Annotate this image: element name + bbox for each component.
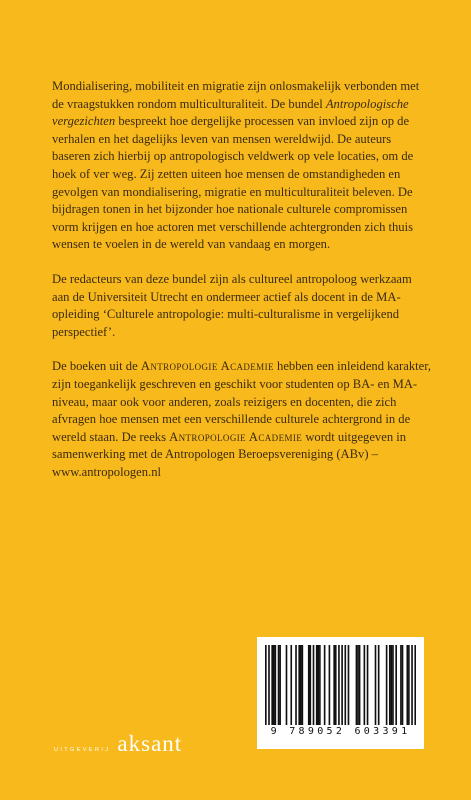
- barcode-bar: [338, 645, 340, 725]
- barcode-bar: [317, 645, 319, 725]
- barcode-bar: [300, 645, 302, 725]
- barcode-bar: [357, 645, 359, 725]
- barcode-bar: [344, 645, 346, 725]
- barcode-bar: [308, 645, 310, 725]
- barcode-bar: [324, 645, 326, 725]
- barcode-bar: [319, 645, 321, 725]
- paragraph-2-text: De redacteurs van deze bundel zijn als cultureel antropoloog werkzaam aan de Universiteit Utrecht en ondermeer actief als docent in de MA-opleiding ‘Culturele antropologie: multi-culturalisme in vergelijkend perspectief’.: [52, 271, 412, 339]
- barcode-bar: [310, 645, 312, 725]
- barcode-bar: [411, 645, 413, 725]
- barcode-bar: [335, 645, 337, 725]
- paragraph-3-text-start: De boeken uit de: [52, 359, 141, 374]
- barcode-bar: [378, 645, 380, 725]
- barcode-bar: [392, 645, 394, 725]
- barcode-bar: [298, 645, 300, 725]
- barcode-bar: [290, 645, 292, 725]
- barcode: [257, 637, 424, 749]
- barcode-bar: [278, 645, 280, 725]
- blurb-paragraph-1: [52, 78, 432, 254]
- barcode-bars: [265, 645, 416, 725]
- barcode-bar: [302, 645, 304, 725]
- barcode-bar: [316, 645, 318, 725]
- barcode-bar: [386, 645, 388, 725]
- publisher-prefix: UITGEVERIJ: [54, 747, 111, 753]
- barcode-bar: [275, 645, 277, 725]
- paragraph-1-text-end: bespreekt hoe dergelijke processen van invloed zijn op de verhalen en het dagelijks leven van mensen wereldwijd. De auteurs baseren zich hierbij op antropologisch veldwerk op vele locaties, om de hoek of ver weg. Zij zetten uiteen hoe mensen de omstandigheden en gevolgen van mondialisering, migratie en multiculturaliteit beleven. De bijdragen tonen in het bijzonder hoe nationale culturele compromissen vorm krijgen en hoe actoren met verschillende achtergronden zich thuis wensen te voelen in de wereld van vandaag en morgen.: [52, 114, 414, 252]
- book-title-italic: Antropologische vergezichten: [52, 96, 409, 129]
- barcode-bar: [329, 645, 331, 725]
- blurb-paragraph-2: [52, 271, 432, 341]
- barcode-bar: [414, 645, 416, 725]
- barcode-bar: [389, 645, 391, 725]
- barcode-bar: [391, 645, 393, 725]
- series-name-repeat: Antropologie Academie: [169, 429, 303, 444]
- barcode-bar: [273, 645, 275, 725]
- series-name: Antropologie Academie: [140, 359, 274, 374]
- paragraph-1-text-start: Mondialisering, mobiliteit en migratie zijn onlosmakelijk verbonden met de vraagstukken rondom multiculturaliteit. De bundel: [52, 79, 420, 111]
- barcode-bar: [286, 645, 288, 725]
- barcode-bar: [364, 645, 366, 725]
- barcode-bar: [265, 645, 267, 725]
- barcode-bar: [333, 645, 335, 725]
- barcode-bar: [341, 645, 343, 725]
- barcode-bar: [271, 645, 273, 725]
- publisher-logo: [54, 731, 182, 757]
- isbn-digits: 9 789052 603391: [270, 726, 411, 737]
- barcode-bar: [367, 645, 369, 725]
- barcode-bar: [268, 645, 270, 725]
- paragraph-3-text-middle: hebben een inleidend karakter, zijn toegankelijk geschreven en geschikt voor studenten op BA- en MA-niveau, maar ook voor anderen, zoals reizigers en docenten, die zich afvragen hoe mensen met een verschillende culturele achtergrond in de wereld staan. De reeks: [52, 359, 432, 444]
- barcode-bar: [359, 645, 361, 725]
- barcode-bar: [356, 645, 358, 725]
- barcode-bar: [400, 645, 402, 725]
- barcode-bar: [408, 645, 410, 725]
- barcode-bar: [375, 645, 377, 725]
- barcode-bar: [406, 645, 408, 725]
- barcode-bar: [348, 645, 350, 725]
- barcode-bar: [395, 645, 397, 725]
- barcode-bar: [295, 645, 297, 725]
- barcode-bar: [313, 645, 315, 725]
- blurb-paragraph-3: [52, 358, 432, 481]
- paragraph-3-text-end: wordt uitgegeven in samenwerking met de Antropologen Beroepsvereniging (ABv) – www.antropologen.nl: [52, 429, 407, 479]
- barcode-bar: [402, 645, 404, 725]
- blurb-text: [52, 78, 432, 498]
- publisher-name: aksant: [117, 731, 183, 756]
- barcode-bar: [279, 645, 281, 725]
